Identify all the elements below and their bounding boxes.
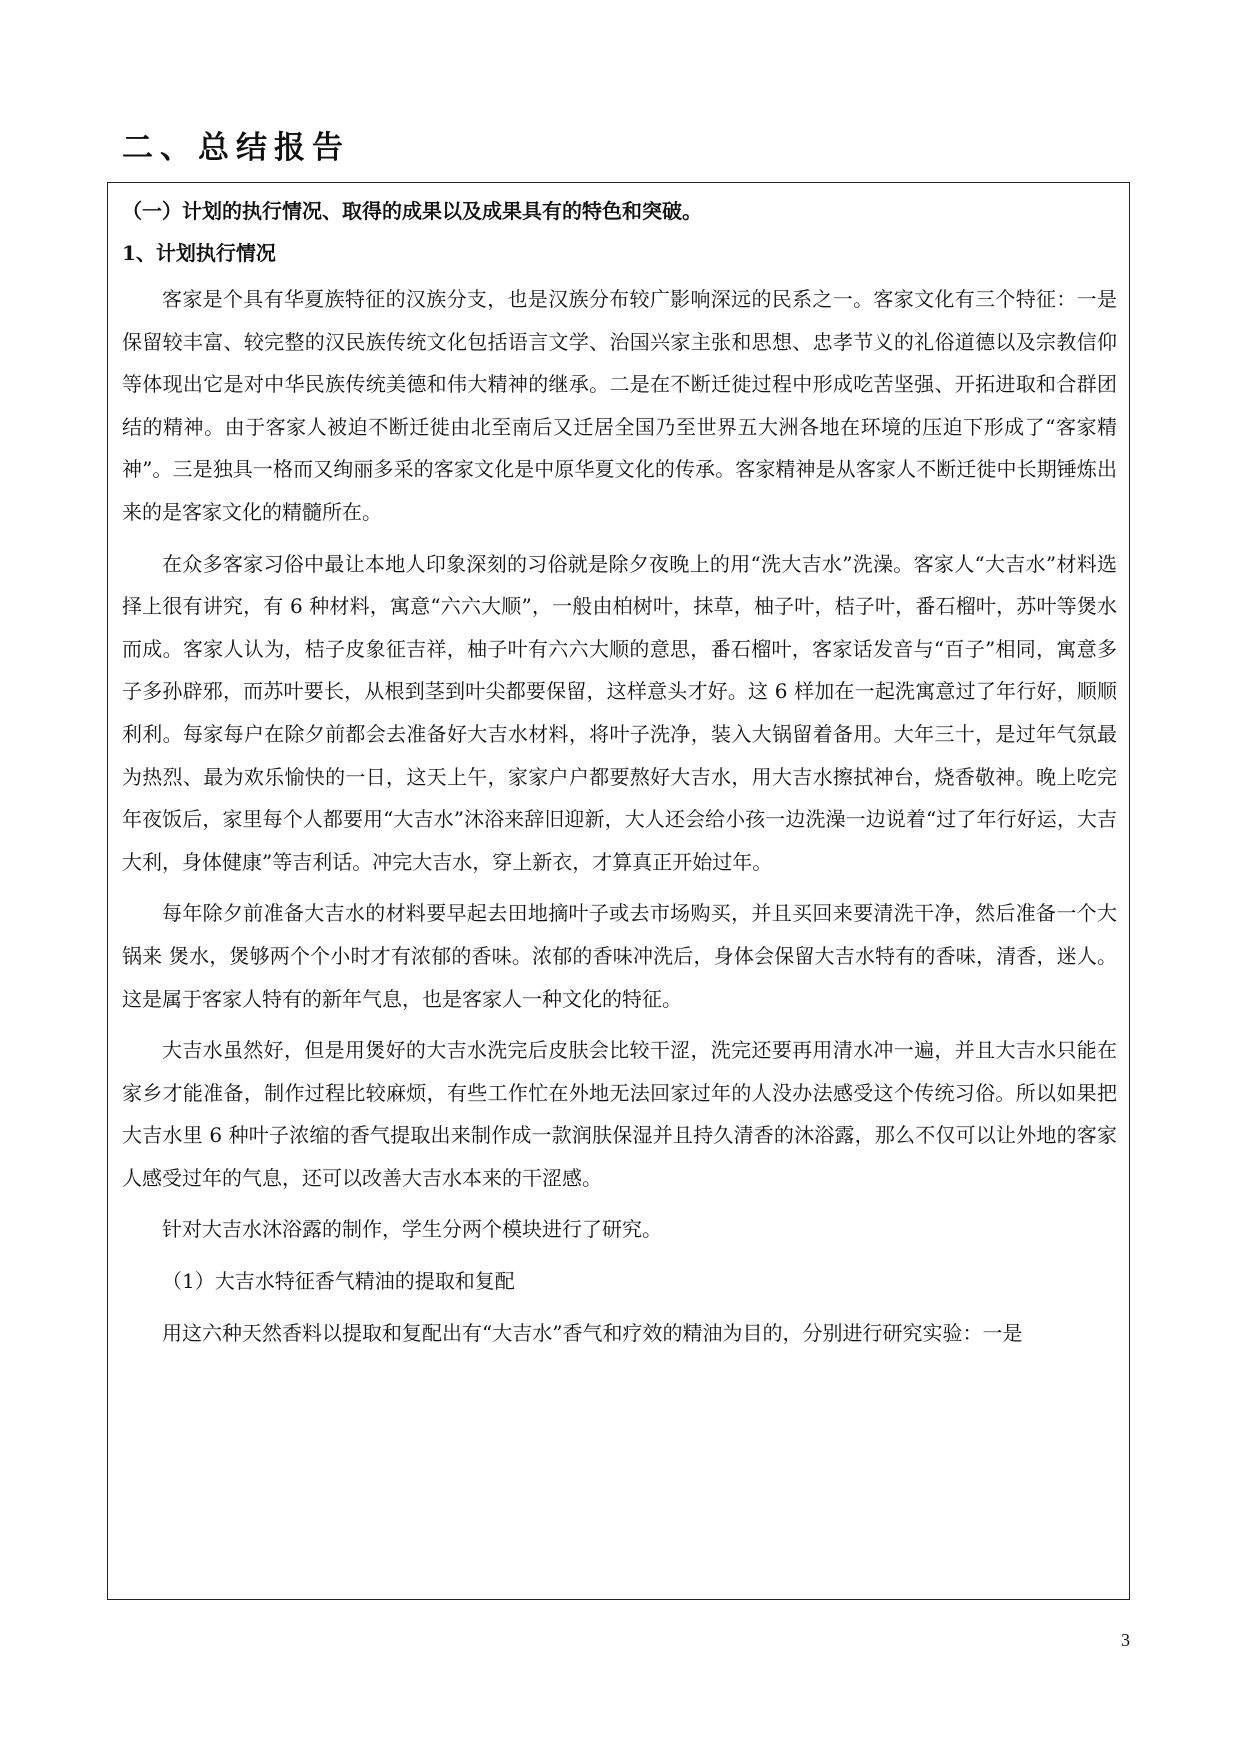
paragraph-experiments: 用这六种天然香料以提取和复配出有“大吉水”香气和疗效的精油为目的，分别进行研究实验：一是 (162, 1320, 1023, 1345)
report-content-box (107, 182, 1130, 1600)
paragraph-preparation: 每年除夕前准备大吉水的材料要早起去田地摘叶子或去市场购买，并且买回来要清洗干净，然后准备一个大锅来 煲水，煲够两个个小时才有浓郁的香味。浓郁的香味冲洗后，身体会保留大吉水特有的香味，清香，迷人。这是属于客家人特有的新年气息，也是客家人一种文化的特征。 (122, 901, 1117, 1011)
page-number: 3 (1121, 1630, 1130, 1650)
paragraph-dajishui-custom: 在众多客家习俗中最让本地人印象深刻的习俗就是除夕夜晚上的用“洗大吉水”洗澡。客家人“大吉水”材料选择上很有讲究，有 6 种材料，寓意“六六大顺”，一般由柏树叶，抹草，柚子叶，桔子叶，番石榴叶，苏叶等煲水而成。客家人认为，桔子皮象征吉祥，柚子叶有六六大顺的意思，番石榴叶，客家话发音与“百子”相同，寓意多子多孙辟邪，而苏叶要长，从根到茎到叶尖都要保留，这样意头才好。这 6 样加在一起洗寓意过了年行好，顺顺利利。每家每户在除夕前都会去准备好大吉水材料，将叶子洗净，装入大锅留着备用。大年三十，是过年气氛最为热烈、最为欢乐愉快的一日，这天上午，家家户户都要熬好大吉水，用大吉水擦拭神台，烧香敬神。晚上吃完年夜饭后，家里每个人都要用“大吉水”沐浴来辞旧迎新，大人还会给小孩一边洗澡一边说着“过了年行好运，大吉大利，身体健康”等吉利话。冲完大吉水，穿上新衣，才算真正开始过年。 (122, 551, 1117, 874)
paragraph-research-modules: 针对大吉水沐浴露的制作，学生分两个模块进行了研究。 (162, 1217, 662, 1242)
subsection-title: （一）计划的执行情况、取得的成果以及成果具有的特色和突破。 (122, 199, 702, 223)
report-body (122, 278, 1117, 1363)
paragraph-hakka-culture: 客家是个具有华夏族特征的汉族分支，也是汉族分布较广影响深远的民系之一。客家文化有三个特征：一是保留较丰富、较完整的汉民族传统文化包括语言文学、治国兴家主张和思想、忠孝节义的礼俗道德以及宗教信仰等体现出它是对中华民族传统美德和伟大精神的继承。二是在不断迁徙过程中形成吃苦坚强、开拓进取和合群团结的精神。由于客家人被迫不断迁徙由北至南后又迁居全国乃至世界五大洲各地在环境的压迫下形成了“客家精神”。三是独具一格而又绚丽多采的客家文化是中原华夏文化的传承。客家精神是从客家人不断迁徙中长期锤炼出来的是客家文化的精髓所在。 (122, 287, 1117, 524)
section-heading: 二、总结报告 (122, 130, 350, 166)
paragraph-shower-gel-idea: 大吉水虽然好，但是用煲好的大吉水洗完后皮肤会比较干涩，洗完还要再用清水冲一遍，并且大吉水只能在家乡才能准备，制作过程比较麻烦，有些工作忙在外地无法回家过年的人没办法感受这个传统习俗。所以如果把大吉水里 6 种叶子浓缩的香气提取出来制作成一款润肤保湿并且持久清香的沐浴露，那么不仅可以让外地的客家人感受过年的气息，还可以改善大吉水本来的干涩感。 (122, 1038, 1117, 1190)
module-1-title: （1）大吉水特征香气精油的提取和复配 (162, 1269, 515, 1294)
item-title: 1、计划执行情况 (122, 241, 276, 265)
